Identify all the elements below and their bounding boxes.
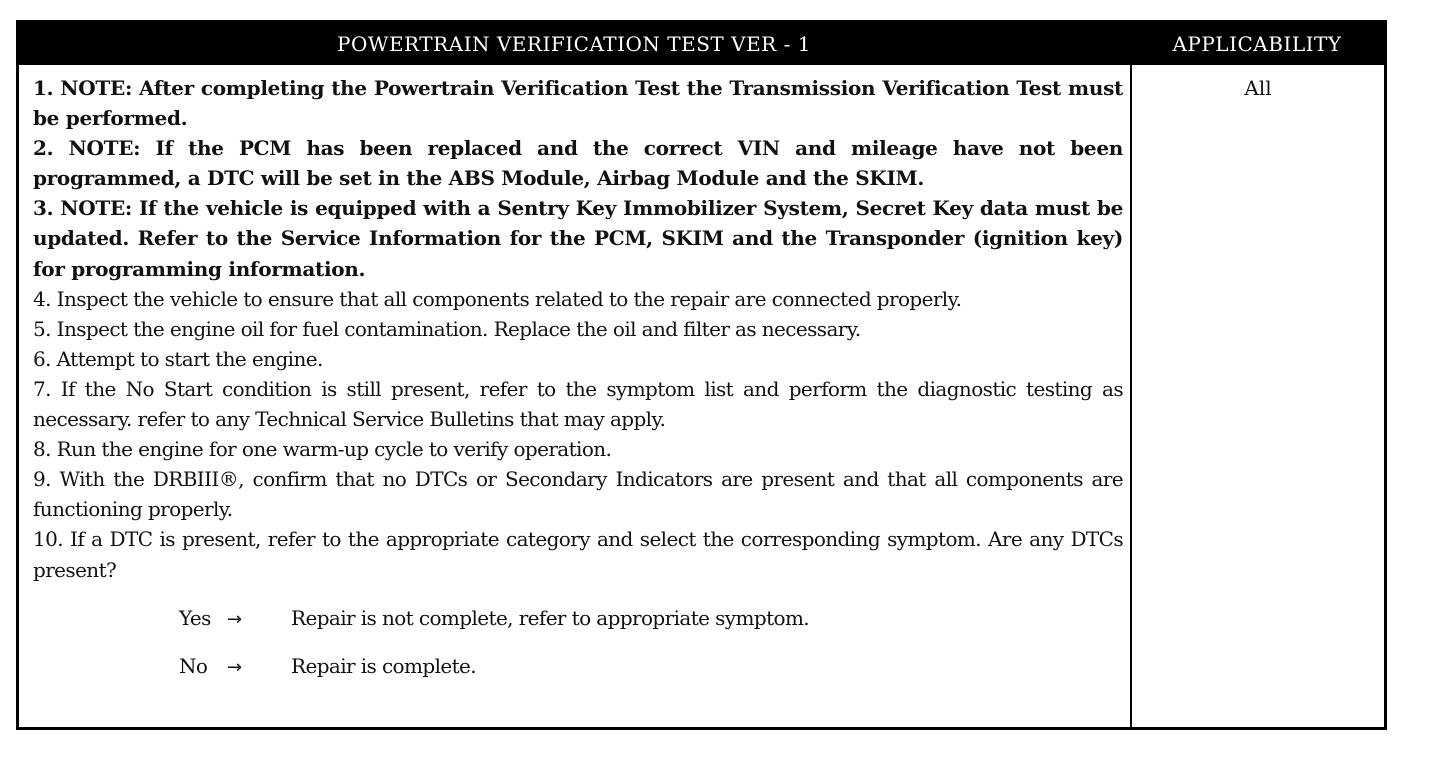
right-arrow-icon: → xyxy=(227,608,242,630)
step-5: 5. Inspect the engine oil for fuel contamination. Replace the oil and filter as necessary. xyxy=(33,316,861,341)
step-4: 4. Inspect the vehicle to ensure that all components related to the repair are connected properly. xyxy=(33,286,962,311)
answer-yes-label: Yes xyxy=(179,605,211,630)
step-10-question: 10. If a DTC is present, refer to the appropriate category and select the corresponding symptom. Are any DTCs present? xyxy=(33,527,1123,582)
applicability-header: APPLICABILITY xyxy=(1172,32,1342,56)
procedure-steps-cell xyxy=(33,73,1123,681)
answer-yes-result: Repair is not complete, refer to appropriate symptom. xyxy=(291,605,810,630)
right-arrow-icon: → xyxy=(227,656,242,678)
step-9: 9. With the DRBIII®, confirm that no DTCs or Secondary Indicators are present and that all components are functioning properly. xyxy=(33,467,1123,522)
step-7: 7. If the No Start condition is still present, refer to the symptom list and perform the diagnostic testing as necessary. refer to any Technical Service Bulletins that may apply. xyxy=(33,376,1123,432)
column-divider xyxy=(1130,65,1132,727)
step-2-note: 2. NOTE: If the PCM has been replaced and the correct VIN and mileage have not been programmed, a DTC will be set in the ABS Module, Airbag Module and the SKIM. xyxy=(33,136,1123,191)
step-1-note: 1. NOTE: After completing the Powertrain Verification Test the Transmission Verification Test must be performed. xyxy=(33,76,1123,131)
answer-no-label: No xyxy=(179,653,208,678)
answer-yes-row xyxy=(179,603,1123,633)
applicability-value: All xyxy=(1244,76,1272,100)
step-6: 6. Attempt to start the engine. xyxy=(33,346,323,371)
answer-no-row xyxy=(179,651,1123,681)
table-header-row xyxy=(19,23,1384,65)
step-8: 8. Run the engine for one warm-up cycle to verify operation. xyxy=(33,437,612,462)
verification-test-table xyxy=(16,20,1387,730)
answer-no-result: Repair is complete. xyxy=(291,653,477,678)
test-title-header: POWERTRAIN VERIFICATION TEST VER - 1 xyxy=(337,32,811,56)
step-3-note: 3. NOTE: If the vehicle is equipped with a Sentry Key Immobilizer System, Secret Key data must be updated. Refer to the Service Information for the PCM, SKIM and the Transponder (ignition key) for programming information. xyxy=(33,196,1123,281)
